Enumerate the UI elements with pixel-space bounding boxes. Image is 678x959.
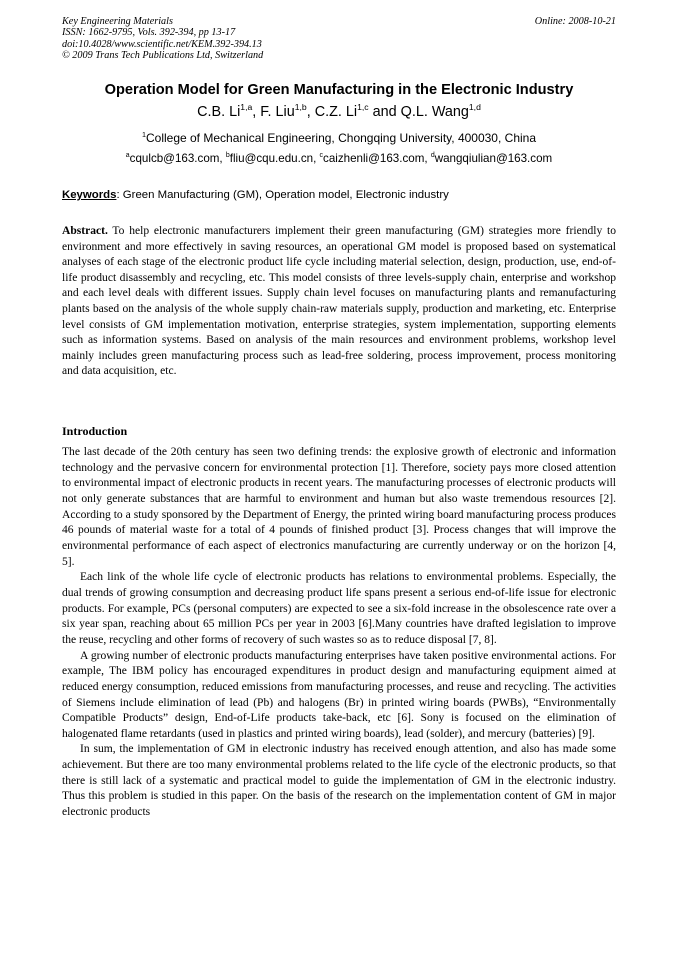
email-list (62, 152, 616, 165)
keywords: Keywords: Green Manufacturing (GM), Operation model, Electronic industry (62, 189, 449, 201)
author: C.B. Li$^{1,a}$, (197, 102, 261, 120)
author-list (62, 104, 616, 120)
author: Q.L. Wang$^{1,d}$ (400, 102, 481, 120)
issn-line: ISSN: 1662-9795, Vols. 392-394, pp 13-17 (62, 27, 236, 39)
introduction-body (62, 445, 616, 821)
paper-title: Operation Model for Green Manufacturing in the Electronic Industry (104, 82, 574, 98)
doi-line: doi:10.4028/www.scientific.net/KEM.392-394.13 (62, 38, 262, 50)
section-heading-introduction: Introduction (62, 424, 128, 438)
paragraph: In sum, the implementation of GM in electronic industry has received enough attention, and also has made some achievement. But there are too many environmental problems related to the life cycle of the electronic products, so that there is still lack of a systematic and practical model to guide the implementation of GM in the electronic industry. Thus this problem is studied in this paper. On the basis of the research on the implementation content of GM in major electronic products (62, 743, 616, 819)
paragraph: Each link of the whole life cycle of electronic products has relations to environmental problems. Especially, the dual trends of growing consumption and decreasing product life spans present a serious end-of-life issue for electronic products. For example, PCs (personal computers) are expected to see a six-fold increase in the obsolescence rate over a six year span, reaching about 65 million PCs per year in 2003 [6].Many countries have drafted legislation to improve the reuse, recycling and other forms of recovery of such wastes so as to reduce disposal [7, 8]. (62, 571, 616, 646)
abstract (62, 224, 616, 380)
journal-name: Key Engineering Materials (62, 16, 173, 27)
email: $^a$cqulcb@163.com, (125, 152, 226, 165)
running-header (62, 16, 616, 61)
affiliation: $^1$College of Mechanical Engineering, Chongqing University, 400030, China (141, 130, 537, 145)
abstract-text: To help electronic manufacturers implement their green manufacturing (GM) strategies more friendly to environment and more effectively in saving resources, an operational GM model is proposed based on systematical analyses of each stage of the electronic product life cycle including material selection, design, production, use, end-of-life product disassembly and recycling, etc. This model consists of three levels-supply chain, enterprise and workshop and each level deals with different issues. Supply chain level focuses on manufacturing plants and remanufacturing plants based on the analysis of the whole supply chain-raw materials supply, production and marketing, etc. Enterprise level consists of GM implementation motivation, enterprise strategies, system implementation, supporting elements such as information systems. Based on analysis of the main resources and environment problems, workshop level mainly includes green manufacturing process such as lead-free soldering, process improvement, process monitoring and data acquisition, etc. (62, 225, 616, 378)
paragraph: A growing number of electronic products manufacturing enterprises have taken positive environmental actions. For example, The IBM policy has encouraged expenditures in product design and manufacturing equipment aimed at reduced energy consumption, reduced emissions from manufacturing processes, and reuse and recycling. The activities of Siemens include elimination of lead (Pb) and halogens (Br) in printed wiring boards (PWBs), “Environmentally Compatible Products” design, End-of-Life products take-back, etc [6]. Sony is focused on the elimination of halogenated flame retardants (used in plastics and printed wiring boards), lead (solder), and mercury (batteries) [9]. (62, 649, 616, 740)
online-date: Online: 2008-10-21 (534, 16, 616, 27)
copyright-line: © 2009 Trans Tech Publications Ltd, Switzerland (62, 49, 264, 61)
abstract-label: Abstract. (62, 225, 108, 237)
email: $^c$caizhenli@163.com, (319, 152, 431, 165)
email: $^b$fliu@cqu.edu.cn, (225, 152, 320, 165)
author: C.Z. Li$^{1,c}$ and (314, 102, 401, 120)
keywords-text: Green Manufacturing (GM), Operation model, Electronic industry (119, 189, 449, 201)
author: F. Liu$^{1,b}$, (260, 102, 315, 120)
paragraph: The last decade of the 20th century has seen two defining trends: the explosive growth of electronic and information technology and the pervasive concern for environmental protection [1]. Therefore, society pays more closed attention to environmental impact of electronic products in recent years. The manufacturing processes of electronic products will not only generate substances that are harmful to environment and human but also waste tremendous resources [2]. According to a study sponsored by the Department of Energy, the printed wiring board manufacturing process produces 46 pounds of material waste for a total of 4 pounds of finished product [3]. Process changes that will improve the environmental performance of each aspect of electronics manufacturing are currently underway or on the horizon [4, 5]. (62, 446, 616, 568)
keywords-label: Keywords (62, 189, 117, 201)
email: $^d$wangqiulian@163.com (430, 152, 553, 165)
